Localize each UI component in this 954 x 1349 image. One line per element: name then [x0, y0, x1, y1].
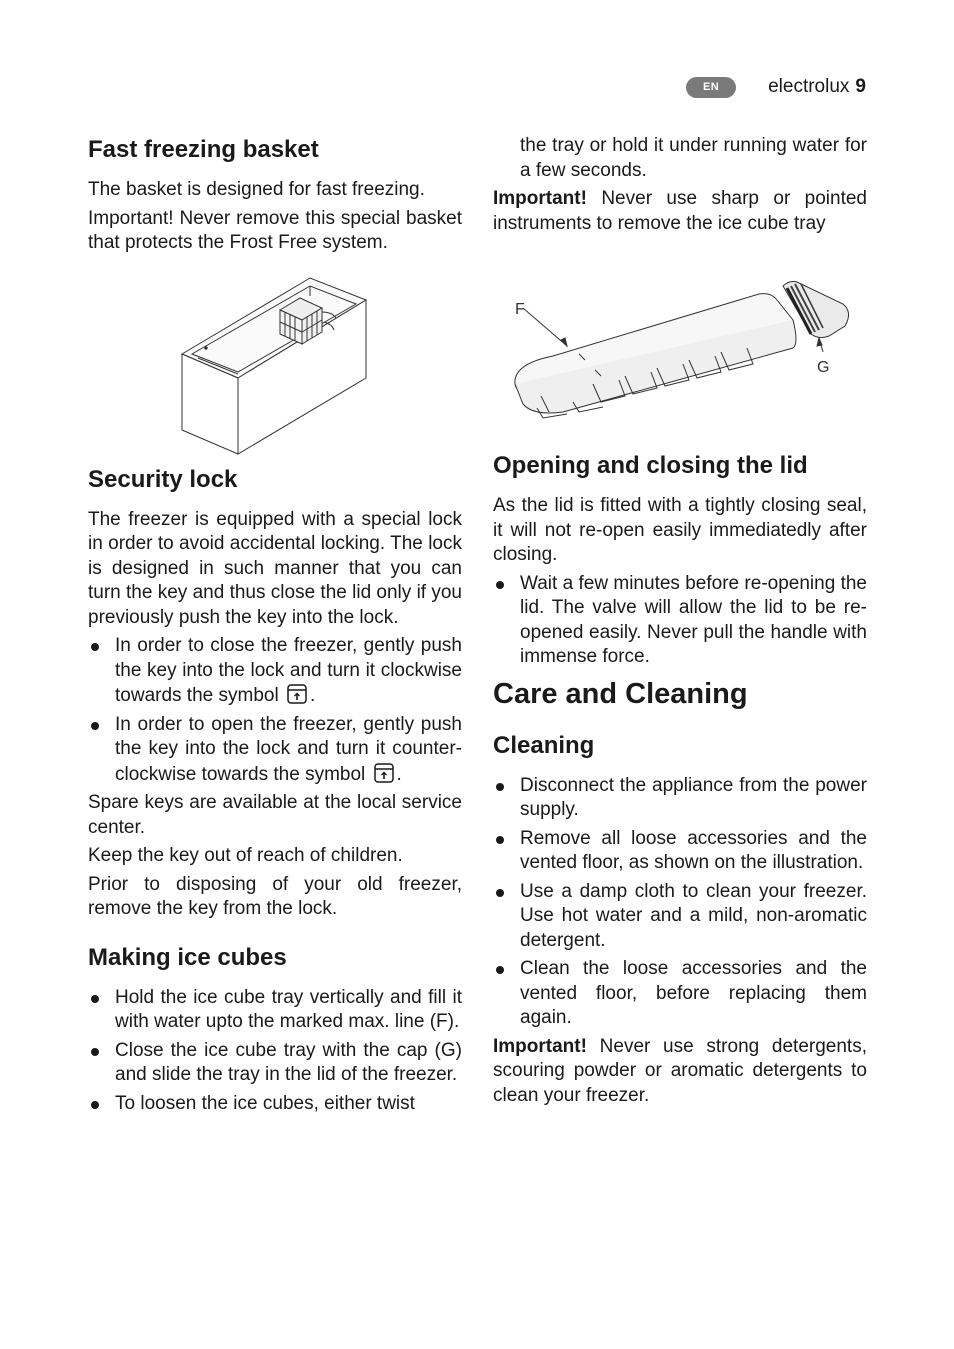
- freezer-basket-illustration: [88, 270, 462, 460]
- fast-freezing-heading: Fast freezing basket: [88, 136, 319, 163]
- label-g: G: [817, 359, 830, 376]
- list-item: In order to close the freezer, gently push the key into the lock and turn it clockwise towards the symbol .: [88, 634, 462, 709]
- lid-text: As the lid is fitted with a tightly closing seal, it will not re-open easily immediatedly after closing.: [493, 495, 867, 565]
- fast-freezing-text: The basket is designed for fast freezing.: [88, 179, 425, 200]
- list-item: Remove all loose accessories and the vented floor, as shown on the illustration.: [493, 827, 867, 876]
- ice-cubes-list: [88, 986, 462, 1117]
- fast-freezing-warning: Important! Never remove this special basket that protects the Frost Free system.: [88, 207, 462, 253]
- cleaning-list: [493, 774, 867, 1031]
- key-disposal-text: Prior to disposing of your old freezer, remove the key from the lock.: [88, 873, 462, 919]
- care-cleaning-heading: Care and Cleaning: [493, 677, 748, 710]
- lock-open-icon: [373, 762, 395, 784]
- cleaning-important: Important! Never use strong detergents, scouring powder or aromatic detergents to clean your freezer.: [493, 1035, 867, 1106]
- spare-keys-text: Spare keys are available at the local service center.: [88, 792, 462, 838]
- cleaning-heading: Cleaning: [493, 731, 595, 759]
- ice-cubes-bullet-continued: the tray or hold it under running water for a few seconds.: [520, 135, 867, 181]
- security-lock-heading: Security lock: [88, 465, 238, 493]
- list-item: Disconnect the appliance from the power supply.: [493, 774, 867, 823]
- key-children-text: Keep the key out of reach of children.: [88, 845, 403, 866]
- page-header: [686, 76, 866, 98]
- ice-cube-tray-illustration: [493, 256, 867, 436]
- right-column: [493, 134, 867, 1112]
- list-item: Close the ice cube tray with the cap (G) and slide the tray in the lid of the freezer.: [88, 1039, 462, 1088]
- ice-cubes-heading: Making ice cubes: [88, 943, 287, 971]
- list-item: Use a damp cloth to clean your freezer. Use hot water and a mild, non-aromatic detergent.: [493, 880, 867, 954]
- list-item: Wait a few minutes before re-opening the lid. The valve will allow the lid to be re-opened easily. Never pull the handle with immense force.: [493, 572, 867, 670]
- label-f: F: [515, 301, 525, 318]
- list-item: In order to open the freezer, gently push the key into the lock and turn it counter-clockwise towards the symbol .: [88, 713, 462, 788]
- security-lock-text: The freezer is equipped with a special lock in order to avoid accidental locking. The lock is designed in such manner that you can turn the key and thus close the lid only if you previously push the key into the lock.: [88, 508, 462, 628]
- page-number: 9: [855, 76, 866, 97]
- brand-name: electrolux: [768, 76, 850, 97]
- list-item: Hold the ice cube tray vertically and fill it with water upto the marked max. line (F).: [88, 986, 462, 1035]
- ice-cubes-important: Important! Never use sharp or pointed instruments to remove the ice cube tray: [493, 188, 867, 234]
- lid-list: [493, 572, 867, 670]
- lock-closed-icon: [286, 683, 308, 705]
- list-item: Clean the loose accessories and the vented floor, before replacing them again.: [493, 957, 867, 1031]
- language-badge: EN: [686, 77, 736, 98]
- lid-heading: Opening and closing the lid: [493, 452, 808, 479]
- security-lock-list: [88, 634, 462, 787]
- left-column: [88, 134, 462, 1120]
- list-item: To loosen the ice cubes, either twist: [88, 1092, 462, 1117]
